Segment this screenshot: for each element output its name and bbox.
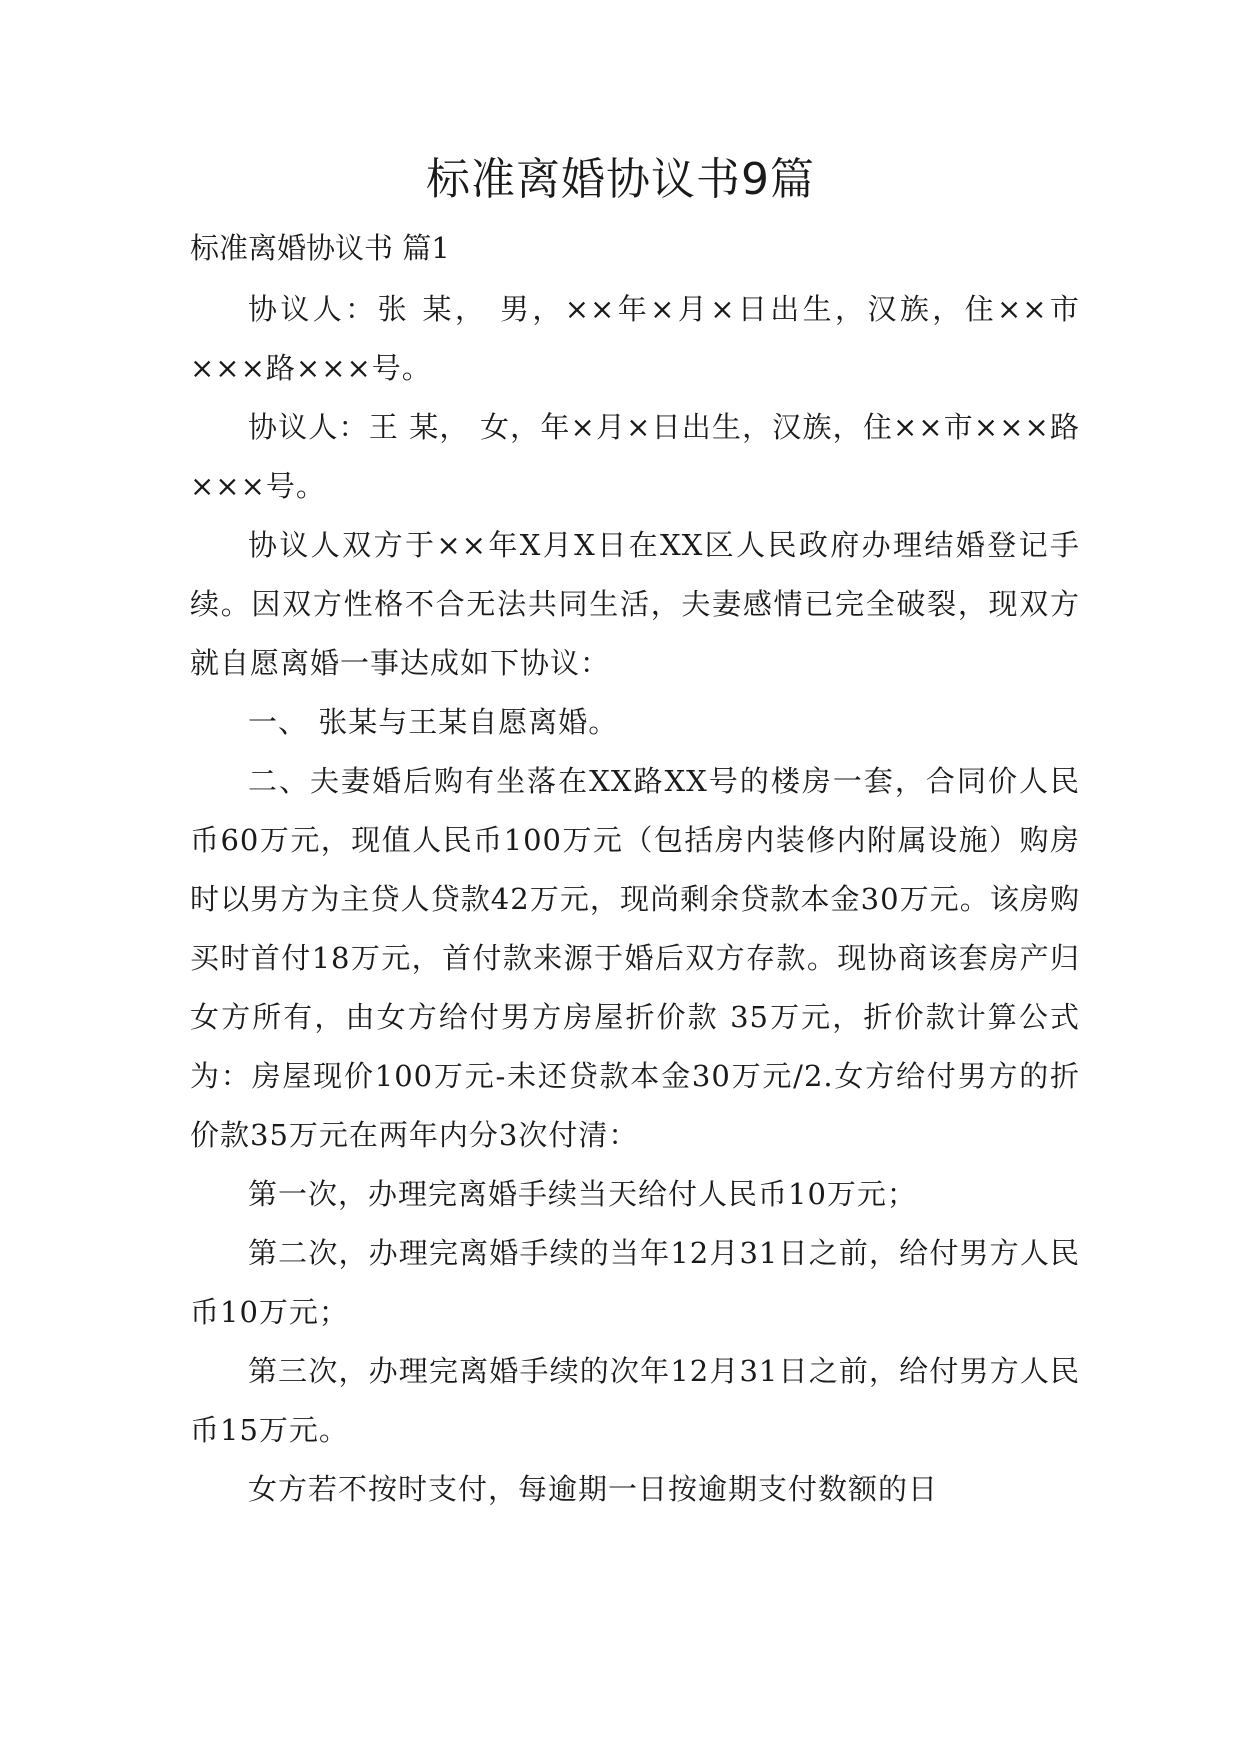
paragraph-payment-1: 第一次，办理完离婚手续当天给付人民币10万元； <box>248 1177 917 1211</box>
paragraph-party-male: 协议人：张 某， 男，××年×月×日出生，汉族，住××市×××路×××号。 <box>190 292 1080 385</box>
paragraph-payment-3: 第三次，办理完离婚手续的次年12月31日之前，给付男方人民币15万元。 <box>190 1354 1080 1447</box>
paragraph-penalty: 女方若不按时支付，每逾期一日按逾期支付数额的日 <box>248 1472 939 1506</box>
paragraph-background: 协议人双方于××年X月X日在XX区人民政府办理结婚登记手续。因双方性格不合无法共同生活，夫妻感情已完全破裂，现双方就自愿离婚一事达成如下协议： <box>190 528 1080 680</box>
paragraph-clause-2: 二、夫妻婚后购有坐落在XX路XX号的楼房一套，合同价人民币60万元，现值人民币100万元（包括房内装修内附属设施）购房时以男方为主贷人贷款42万元，现尚剩余贷款本金30万元。该房购买时首付18万元，首付款来源于婚后双方存款。现协商该套房产归女方所有，由女方给付男方房屋折价款 35万元，折价款计算公式为：房屋现价100万元-未还贷款本金30万元/2.女方给付男方的折价款35万元在两年内分3次付清： <box>190 764 1080 1152</box>
document-body <box>190 280 1080 1519</box>
paragraph-clause-1: 一、 张某与王某自愿离婚。 <box>248 705 619 739</box>
paragraph-payment-2: 第二次，办理完离婚手续的当年12月31日之前，给付男方人民币10万元； <box>190 1236 1080 1329</box>
section-heading: 标准离婚协议书 篇1 <box>190 231 450 265</box>
document-title: 标准离婚协议书9篇 <box>426 154 815 205</box>
paragraph-party-female: 协议人：王 某， 女，年×月×日出生，汉族，住××市×××路×××号。 <box>190 410 1080 503</box>
